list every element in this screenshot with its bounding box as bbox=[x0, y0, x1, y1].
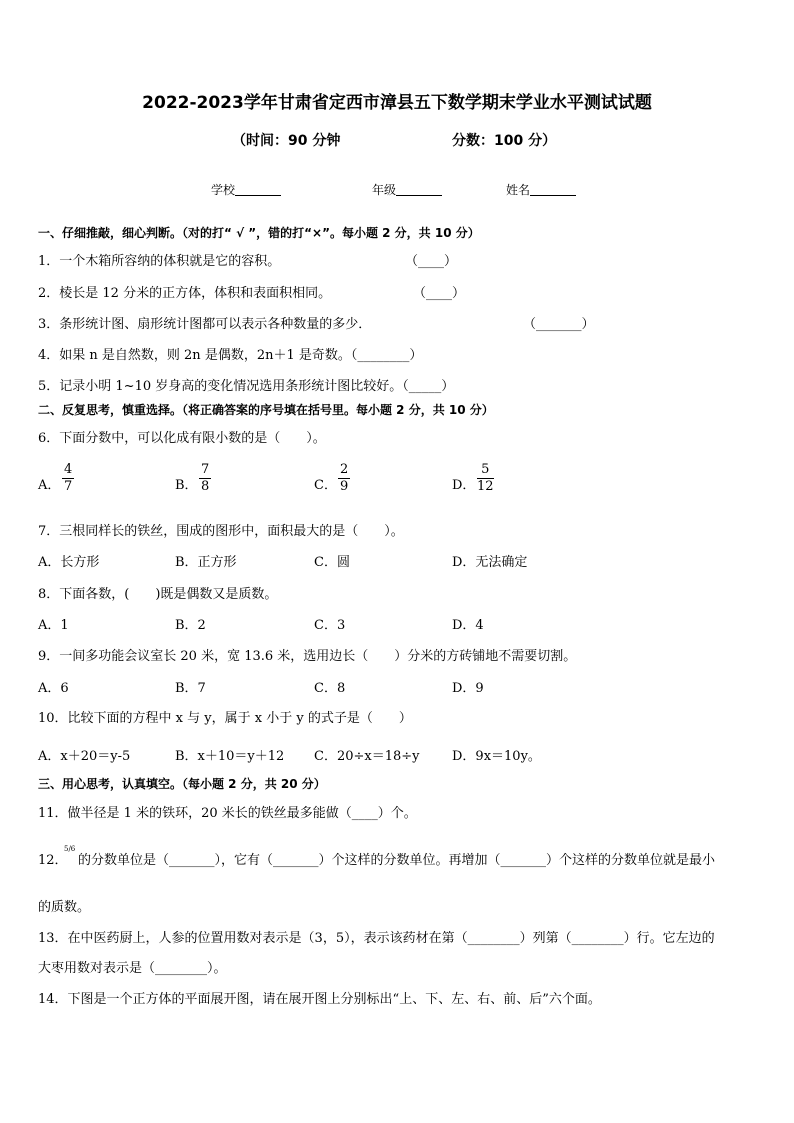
grade-field[interactable] bbox=[372, 181, 442, 198]
q6-option-c-fraction[interactable] bbox=[338, 462, 350, 495]
q6-option-a-label[interactable]: A． bbox=[38, 478, 61, 493]
denominator: 8 bbox=[201, 479, 210, 494]
school-blank[interactable] bbox=[235, 183, 281, 196]
q6-option-c-label[interactable]: C． bbox=[314, 478, 337, 493]
question-4: 4．如果 n 是自然数，则 2n 是偶数，2n＋1 是奇数。（________） bbox=[38, 348, 423, 363]
name-blank[interactable] bbox=[530, 183, 576, 196]
q9-option-b[interactable]: B．7 bbox=[175, 681, 206, 696]
question-7: 7．三根同样长的铁丝，围成的图形中，面积最大的是（ ）。 bbox=[38, 524, 404, 539]
q6-option-b-fraction[interactable] bbox=[199, 462, 211, 495]
q7-option-b[interactable]: B．正方形 bbox=[175, 555, 237, 570]
question-8: 8．下面各数，( )既是偶数又是质数。 bbox=[38, 587, 278, 602]
exam-title: 2022-2023学年甘肃省定西市漳县五下数学期末学业水平测试试题 bbox=[142, 93, 652, 113]
q10-option-d[interactable]: D．9x＝10y。 bbox=[452, 749, 541, 764]
q8-option-d[interactable]: D．4 bbox=[452, 618, 484, 633]
question-5: 5．记录小明 1~10 岁身高的变化情况选用条形统计图比较好。（_____） bbox=[38, 379, 455, 394]
q10-option-b[interactable]: B．x＋10＝y＋12 bbox=[175, 749, 285, 764]
q6-option-d-label[interactable]: D． bbox=[452, 478, 476, 493]
denominator: 9 bbox=[340, 479, 349, 494]
q10-option-c[interactable]: C．20÷x＝18÷y bbox=[314, 749, 420, 764]
grade-label: 年级 bbox=[372, 183, 397, 197]
numerator: 5 bbox=[477, 462, 494, 479]
q9-option-d[interactable]: D．9 bbox=[452, 681, 484, 696]
q9-option-c[interactable]: C．8 bbox=[314, 681, 346, 696]
question-12-number: 12． bbox=[38, 853, 68, 868]
section-1-heading: 一、仔细推敲，细心判断。（对的打“ √ ”，错的打“×”。每小题 2 分，共 10 分） bbox=[38, 226, 480, 240]
question-14: 14．下图是一个正方体的平面展开图，请在展开图上分别标出“上、下、左、右、前、后”六个面。 bbox=[38, 992, 601, 1007]
name-label: 姓名 bbox=[506, 183, 531, 197]
school-field[interactable] bbox=[211, 181, 281, 198]
question-2-blank[interactable]: （____） bbox=[413, 286, 466, 301]
q8-option-a[interactable]: A．1 bbox=[38, 618, 69, 633]
question-12-fraction: 5/6 bbox=[64, 845, 76, 853]
question-2: 2．棱长是 12 分米的正方体，体积和表面积相同。 bbox=[38, 286, 332, 301]
question-9: 9．一间多功能会议室长 20 米，宽 13.6 米，选用边长（ ）分米的方砖铺地不需要切割。 bbox=[38, 649, 577, 664]
q7-option-d[interactable]: D．无法确定 bbox=[452, 555, 528, 570]
question-3-blank[interactable]: （_______） bbox=[523, 317, 595, 332]
numerator: 7 bbox=[201, 462, 210, 477]
q7-option-c[interactable]: C．圆 bbox=[314, 555, 350, 570]
numerator: 2 bbox=[340, 462, 349, 477]
denominator: 7 bbox=[64, 479, 73, 494]
question-12: 的分数单位是（_______），它有（_______）个这样的分数单位。再增加（_______）个这样的分数单位就是最小 bbox=[78, 853, 716, 868]
exam-score: 分数：100 分） bbox=[452, 133, 557, 149]
question-6: 6．下面分数中，可以化成有限小数的是（ ）。 bbox=[38, 431, 326, 446]
question-13: 13．在中医药厨上，人参的位置用数对表示是（3，5），表示该药材在第（________）列第（________）行。它左边的 bbox=[38, 931, 715, 946]
question-10: 10．比较下面的方程中 x 与 y，属于 x 小于 y 的式子是（ ） bbox=[38, 711, 412, 726]
q9-option-a[interactable]: A．6 bbox=[38, 681, 69, 696]
grade-blank[interactable] bbox=[396, 183, 442, 196]
q10-option-a[interactable]: A．x＋20＝y-5 bbox=[38, 749, 131, 764]
school-label: 学校 bbox=[211, 183, 236, 197]
q8-option-b[interactable]: B．2 bbox=[175, 618, 206, 633]
question-1-blank[interactable]: （____） bbox=[405, 254, 458, 269]
q6-option-d-fraction[interactable] bbox=[477, 462, 494, 495]
exam-time: （时间：90 分钟 bbox=[232, 133, 341, 149]
q6-option-b-label[interactable]: B． bbox=[175, 478, 198, 493]
question-13-continued: 大枣用数对表示是（________）。 bbox=[38, 961, 227, 976]
question-11: 11．做半径是 1 米的铁环，20 米长的铁丝最多能做（____）个。 bbox=[38, 806, 417, 821]
question-3: 3．条形统计图、扇形统计图都可以表示各种数量的多少． bbox=[38, 317, 372, 332]
q7-option-a[interactable]: A．长方形 bbox=[38, 555, 100, 570]
question-12-continued: 的质数。 bbox=[38, 900, 91, 915]
section-2-heading: 二、反复思考，慎重选择。（将正确答案的序号填在括号里。每小题 2 分，共 10 分） bbox=[38, 403, 494, 417]
denominator: 12 bbox=[477, 479, 494, 494]
q8-option-c[interactable]: C．3 bbox=[314, 618, 346, 633]
q6-option-a-fraction[interactable] bbox=[62, 462, 74, 495]
numerator: 4 bbox=[64, 462, 73, 477]
section-3-heading: 三、用心思考，认真填空。（每小题 2 分，共 20 分） bbox=[38, 777, 326, 791]
name-field[interactable] bbox=[506, 181, 576, 198]
question-1: 1．一个木箱所容纳的体积就是它的容积。 bbox=[38, 254, 281, 269]
